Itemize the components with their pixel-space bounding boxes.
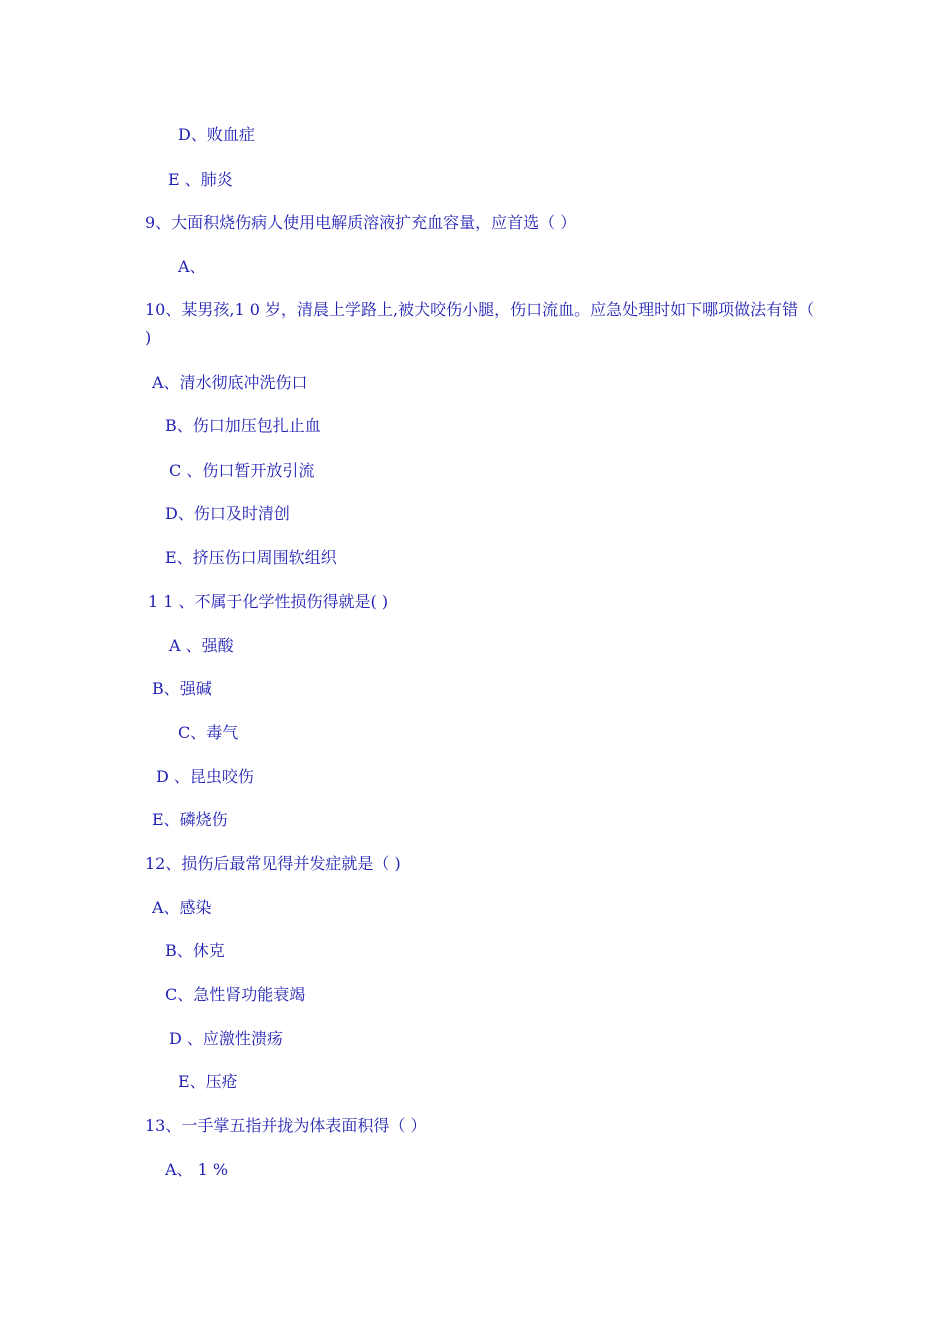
question-11: 1 1 、不属于化学性损伤得就是( ) bbox=[148, 592, 389, 611]
question-12-option-b: B、休克 bbox=[165, 941, 225, 960]
question-11-option-c: C、毒气 bbox=[178, 723, 239, 742]
question-10-option-d: D、伤口及时清创 bbox=[165, 504, 290, 523]
question-10-option-e: E、挤压伤口周围软组织 bbox=[165, 548, 337, 567]
question-9-option-a: A、 bbox=[178, 257, 206, 276]
option-e-pneumonia: E 、肺炎 bbox=[168, 170, 233, 189]
question-10-option-b: B、伤口加压包扎止血 bbox=[165, 416, 321, 435]
question-12-option-e: E、压疮 bbox=[178, 1072, 238, 1091]
option-d-sepsis: D、败血症 bbox=[178, 125, 255, 144]
question-12-option-d: D 、应激性溃疡 bbox=[169, 1029, 283, 1048]
question-10: 10、某男孩,1 0 岁，清晨上学路上,被犬咬伤小腿，伤口流血。应急处理时如下哪项做法有错（ ) bbox=[145, 300, 815, 347]
question-12-option-c: C、急性肾功能衰竭 bbox=[165, 985, 306, 1004]
question-11-option-b: B、强碱 bbox=[152, 679, 212, 698]
question-10-option-a: A、清水彻底冲洗伤口 bbox=[152, 373, 308, 392]
question-9: 9、大面积烧伤病人使用电解质溶液扩充血容量，应首选（ ） bbox=[145, 213, 577, 232]
question-10-option-c: C 、伤口暂开放引流 bbox=[169, 461, 315, 480]
question-11-option-a: A 、强酸 bbox=[169, 636, 234, 655]
question-13: 13、一手掌五指并拢为体表面积得（ ） bbox=[145, 1116, 427, 1135]
question-11-option-d: D 、昆虫咬伤 bbox=[156, 767, 254, 786]
question-11-option-e: E、磷烧伤 bbox=[152, 810, 228, 829]
question-12: 12、损伤后最常见得并发症就是（ ) bbox=[145, 854, 401, 873]
question-12-option-a: A、感染 bbox=[152, 898, 212, 917]
question-13-option-a: A、 1 % bbox=[165, 1160, 229, 1179]
